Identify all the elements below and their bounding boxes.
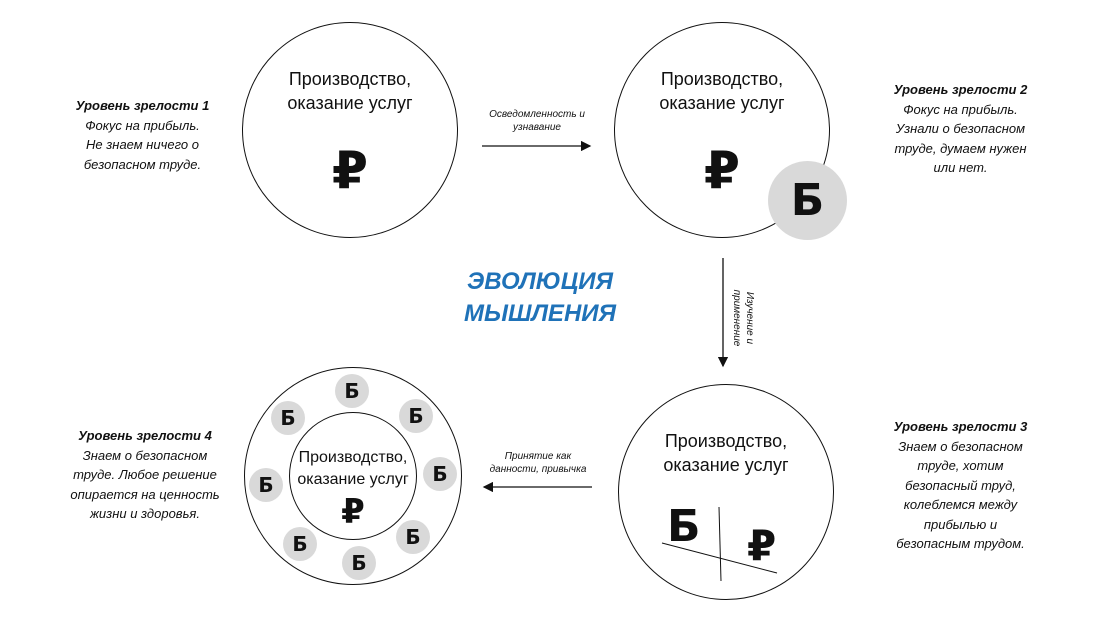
safety-b-icon: Ƃ bbox=[667, 501, 701, 552]
level-line: Узнали о безопасном bbox=[895, 121, 1026, 136]
safety-b-icon: Ƃ bbox=[351, 551, 367, 575]
level-2-description bbox=[868, 80, 1053, 178]
ruble-sign-icon: ₽ bbox=[341, 492, 365, 532]
level-title: Уровень зрелости 2 bbox=[893, 82, 1028, 97]
level-line: безопасном труде. bbox=[83, 156, 202, 172]
arrow-label-2 bbox=[730, 273, 756, 363]
arrow-label-line: Изучение и bbox=[744, 291, 755, 345]
level-1-description bbox=[55, 96, 230, 174]
arrow-label-3 bbox=[478, 450, 598, 476]
safety-b-icon: Ƃ bbox=[405, 525, 421, 549]
level-line: колеблемся между bbox=[903, 497, 1018, 512]
level-title: Уровень зрелости 3 bbox=[893, 419, 1028, 434]
safety-disc bbox=[335, 374, 369, 408]
scale-lines bbox=[619, 385, 835, 601]
circle-title-line-1: Производство, bbox=[288, 69, 412, 89]
safety-disc bbox=[768, 161, 847, 240]
level-line: Фокус на прибыль. bbox=[903, 101, 1018, 117]
level-line: жизни и здоровья. bbox=[89, 506, 200, 521]
safety-b-icon: Ƃ bbox=[280, 406, 296, 430]
safety-b-icon: Ƃ bbox=[344, 379, 360, 403]
diagram-title bbox=[440, 266, 640, 330]
level-4-description bbox=[55, 426, 235, 524]
circle-title bbox=[615, 67, 829, 115]
circle-level-3 bbox=[618, 384, 834, 600]
diagram-title-line-1: ЭВОЛЮЦИЯ bbox=[466, 268, 614, 295]
ruble-sign-icon: ₽ bbox=[703, 141, 741, 201]
ruble-sign-icon: ₽ bbox=[331, 141, 369, 201]
circle-title-line-2: оказание услуг bbox=[663, 455, 789, 475]
level-line: Фокус на прибыль. bbox=[85, 117, 200, 133]
level-title: Уровень зрелости 4 bbox=[78, 428, 212, 443]
safety-b-icon: Ƃ bbox=[292, 532, 308, 556]
safety-disc bbox=[249, 468, 283, 502]
level-line: безопасным трудом. bbox=[896, 536, 1025, 551]
ruble-sign-icon: ₽ bbox=[747, 521, 777, 570]
level-3-description bbox=[868, 417, 1053, 554]
level-line: опирается на ценность bbox=[70, 486, 220, 502]
circle-title-line-1: Производство, bbox=[660, 69, 784, 89]
arrow-label-line: Принятие как bbox=[504, 451, 572, 462]
diagram-title-line-2: МЫШЛЕНИЯ bbox=[463, 300, 617, 327]
circle-title-line-2: оказание услуг bbox=[659, 93, 785, 113]
arrow-label-line: данности, привычка bbox=[489, 464, 587, 475]
circle-title-line-2: оказание услуг bbox=[287, 93, 413, 113]
level-line: труде. Любое решение bbox=[73, 467, 217, 482]
level-title: Уровень зрелости 1 bbox=[75, 98, 210, 113]
circle-title-line-1: Производство, bbox=[664, 431, 788, 451]
safety-disc bbox=[283, 527, 317, 561]
circle-level-4-inner bbox=[289, 412, 417, 540]
safety-b-icon: Ƃ bbox=[408, 404, 424, 428]
arrow-label-1 bbox=[480, 108, 594, 134]
level-line: Знаем о безопасном bbox=[898, 438, 1023, 454]
circle-title bbox=[243, 67, 457, 115]
safety-disc bbox=[342, 546, 376, 580]
arrow-label-line: Осведомленность и bbox=[489, 109, 585, 120]
safety-disc bbox=[399, 399, 433, 433]
arrow-label-line: применение bbox=[731, 289, 742, 347]
safety-b-icon: Ƃ bbox=[258, 473, 274, 497]
level-line: Знаем о безопасном bbox=[82, 447, 208, 463]
circle-title-line-1: Производство, bbox=[298, 449, 408, 466]
safety-disc bbox=[271, 401, 305, 435]
safety-disc bbox=[396, 520, 430, 554]
level-line: труде, думаем нужен bbox=[894, 140, 1027, 156]
level-line: или нет. bbox=[933, 160, 988, 175]
circle-title bbox=[290, 447, 416, 491]
level-line: труде, хотим bbox=[917, 458, 1004, 473]
safety-b-icon: Ƃ bbox=[432, 462, 448, 486]
circle-title-line-2: оказание услуг bbox=[297, 471, 409, 488]
safety-disc bbox=[423, 457, 457, 491]
arrow-label-line: узнавание bbox=[513, 122, 561, 133]
circle-level-1 bbox=[242, 22, 458, 238]
level-line: Не знаем ничего о bbox=[86, 137, 199, 152]
safety-b-icon: Ƃ bbox=[790, 174, 825, 226]
level-line: безопасный труд, bbox=[905, 477, 1016, 493]
level-line: прибылью и bbox=[923, 516, 998, 532]
